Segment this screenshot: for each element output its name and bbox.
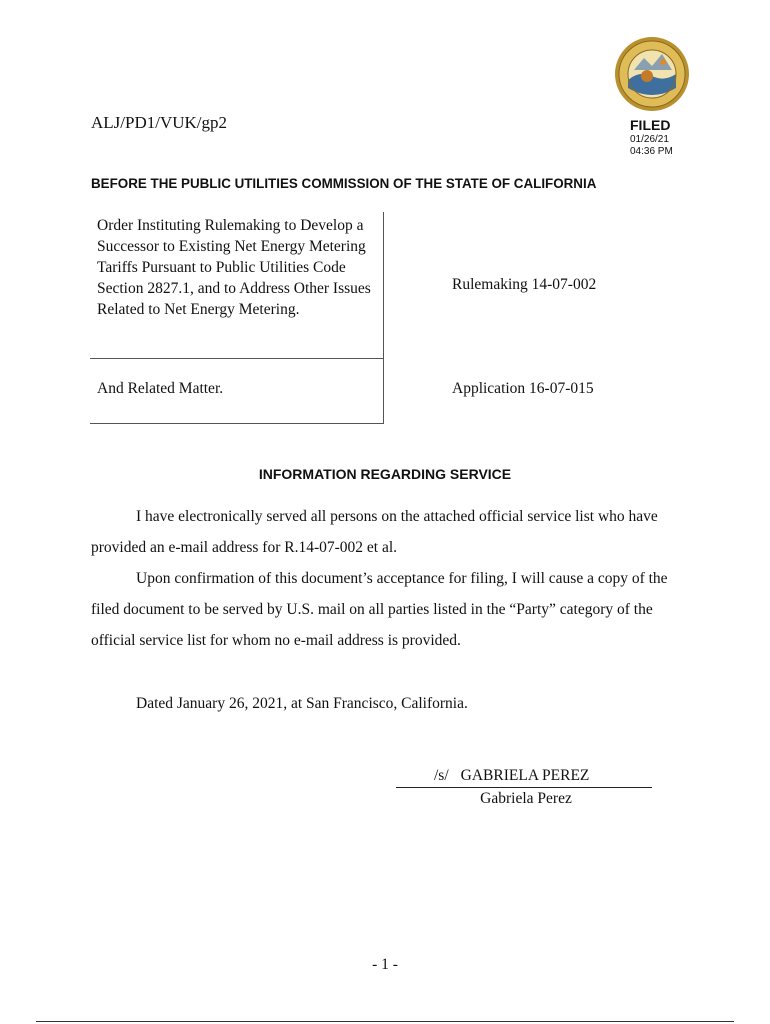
- service-paragraph: I have electronically served all persons on the attached official service list who have provided an e-mail address for R.14-07-002 et al.: [91, 508, 658, 556]
- document-title: INFORMATION REGARDING SERVICE: [258, 466, 512, 482]
- related-matter: And Related Matter.: [97, 380, 224, 397]
- caption-bottom-rule: [90, 423, 384, 424]
- signature-block: [396, 765, 652, 810]
- filed-stamp: [630, 116, 673, 158]
- dated-paragraph: Dated January 26, 2021, at San Francisco, California.: [136, 695, 468, 712]
- filed-time: 04:36 PM: [630, 146, 673, 157]
- signature-name: GABRIELA PEREZ: [460, 767, 590, 784]
- case-caption: [90, 212, 650, 424]
- application-number: Application 16-07-015: [452, 380, 594, 397]
- proceeding-title: Order Instituting Rulemaking to Develop a Successor to Existing Net Energy Metering Tariffs Pursuant to Public Utilities Code Section 2827.1, and to Address Other Issues Related to Net Energy Metering.: [97, 217, 371, 318]
- footer-rule: [36, 1021, 734, 1022]
- mail-paragraph: Upon confirmation of this document’s acceptance for filing, I will cause a copy of the filed document to be served by U.S. mail on all parties listed in the “Party” category of the official service list for whom no e-mail address is provided.: [91, 570, 668, 649]
- docket-code: ALJ/PD1/VUK/gp2: [91, 113, 228, 132]
- filed-date: 01/26/21: [630, 134, 669, 145]
- rulemaking-number: Rulemaking 14-07-002: [452, 276, 597, 293]
- signature-slash: /s/: [434, 767, 449, 784]
- california-puc-seal-icon: [614, 36, 690, 112]
- signature-line: [396, 765, 652, 788]
- filed-label: FILED: [630, 117, 671, 133]
- caption-vertical-rule: [383, 212, 384, 424]
- printed-name: Gabriela Perez: [480, 790, 572, 807]
- commission-heading: BEFORE THE PUBLIC UTILITIES COMMISSION OF THE STATE OF CALIFORNIA: [91, 176, 597, 191]
- caption-divider: [90, 358, 384, 359]
- page-number: - 1 -: [372, 956, 398, 973]
